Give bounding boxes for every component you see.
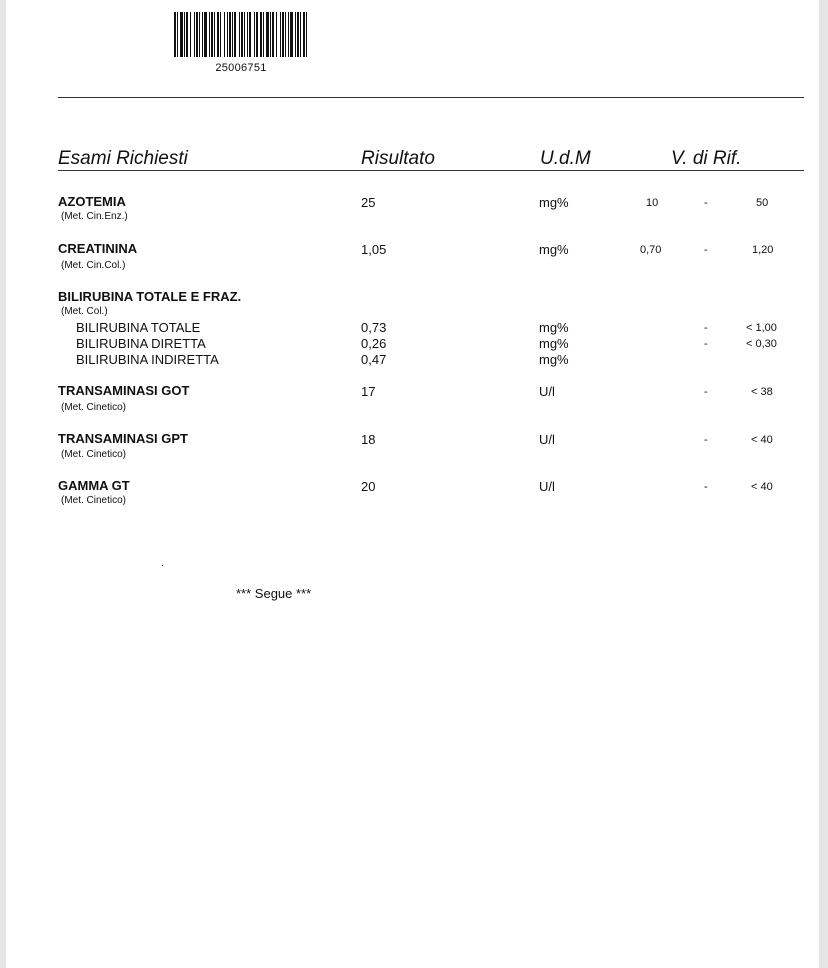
ref-dash-creatinina: - — [704, 244, 708, 256]
barcode-number: 25006751 — [215, 62, 267, 74]
sub-unit-bilirubina-indiretta: mg% — [539, 352, 569, 367]
test-result-got: 17 — [361, 384, 376, 399]
barcode-image — [174, 12, 308, 57]
report-page — [6, 0, 819, 968]
continue-notice: *** Segue *** — [236, 586, 312, 601]
header-unit: U.d.M — [540, 148, 591, 169]
ref-high-creatinina: 1,20 — [752, 244, 774, 256]
test-unit-got: U/l — [539, 384, 555, 399]
ref-dash-azotemia: - — [704, 197, 708, 209]
stray-dot: . — [161, 558, 164, 569]
test-name-got: TRANSAMINASI GOT — [58, 383, 190, 398]
sub-dash-bilirubina-diretta: - — [704, 338, 708, 350]
test-unit-azotemia: mg% — [539, 195, 569, 210]
test-method-bilirubina: (Met. Col.) — [61, 306, 108, 317]
ref-dash-gamma-gt: - — [704, 481, 708, 493]
header-result: Risultato — [361, 148, 435, 169]
test-name-creatinina: CREATININA — [58, 241, 138, 256]
ref-low-creatinina: 0,70 — [640, 244, 662, 256]
test-result-creatinina: 1,05 — [361, 242, 387, 257]
test-result-gpt: 18 — [361, 432, 376, 447]
top-divider — [58, 97, 804, 98]
sub-name-bilirubina-diretta: BILIRUBINA DIRETTA — [76, 336, 206, 351]
sub-unit-bilirubina-diretta: mg% — [539, 336, 569, 351]
test-name-gpt: TRANSAMINASI GPT — [58, 431, 188, 446]
ref-dash-got: - — [704, 386, 708, 398]
sub-unit-bilirubina-totale: mg% — [539, 320, 569, 335]
ref-high-azotemia: 50 — [756, 197, 769, 209]
test-method-creatinina: (Met. Cin.Col.) — [61, 260, 126, 271]
test-unit-creatinina: mg% — [539, 242, 569, 257]
test-method-azotemia: (Met. Cin.Enz.) — [61, 211, 128, 222]
test-unit-gpt: U/l — [539, 432, 555, 447]
sub-dash-bilirubina-totale: - — [704, 322, 708, 334]
test-method-gpt: (Met. Cinetico) — [61, 449, 127, 460]
sub-result-bilirubina-indiretta: 0,47 — [361, 352, 387, 367]
ref-high-got: < 38 — [751, 386, 773, 398]
ref-dash-gpt: - — [704, 434, 708, 446]
header-reference: V. di Rif. — [671, 148, 742, 169]
test-name-azotemia: AZOTEMIA — [58, 194, 126, 209]
ref-high-gamma-gt: < 40 — [751, 481, 773, 493]
test-method-gamma-gt: (Met. Cinetico) — [61, 495, 127, 506]
header-divider — [58, 170, 804, 171]
test-method-got: (Met. Cinetico) — [61, 402, 127, 413]
sub-result-bilirubina-diretta: 0,26 — [361, 336, 387, 351]
test-name-gamma-gt: GAMMA GT — [58, 478, 130, 493]
sub-ref-bilirubina-totale: < 1,00 — [746, 322, 777, 334]
sub-name-bilirubina-indiretta: BILIRUBINA INDIRETTA — [76, 352, 219, 367]
header-exams: Esami Richiesti — [58, 148, 188, 169]
sub-result-bilirubina-totale: 0,73 — [361, 320, 387, 335]
sub-name-bilirubina-totale: BILIRUBINA TOTALE — [76, 320, 201, 335]
test-result-azotemia: 25 — [361, 195, 376, 210]
ref-low-azotemia: 10 — [646, 197, 659, 209]
sub-ref-bilirubina-diretta: < 0,30 — [746, 338, 777, 350]
test-result-gamma-gt: 20 — [361, 479, 376, 494]
ref-high-gpt: < 40 — [751, 434, 773, 446]
test-name-bilirubina: BILIRUBINA TOTALE E FRAZ. — [58, 289, 242, 304]
test-unit-gamma-gt: U/l — [539, 479, 555, 494]
